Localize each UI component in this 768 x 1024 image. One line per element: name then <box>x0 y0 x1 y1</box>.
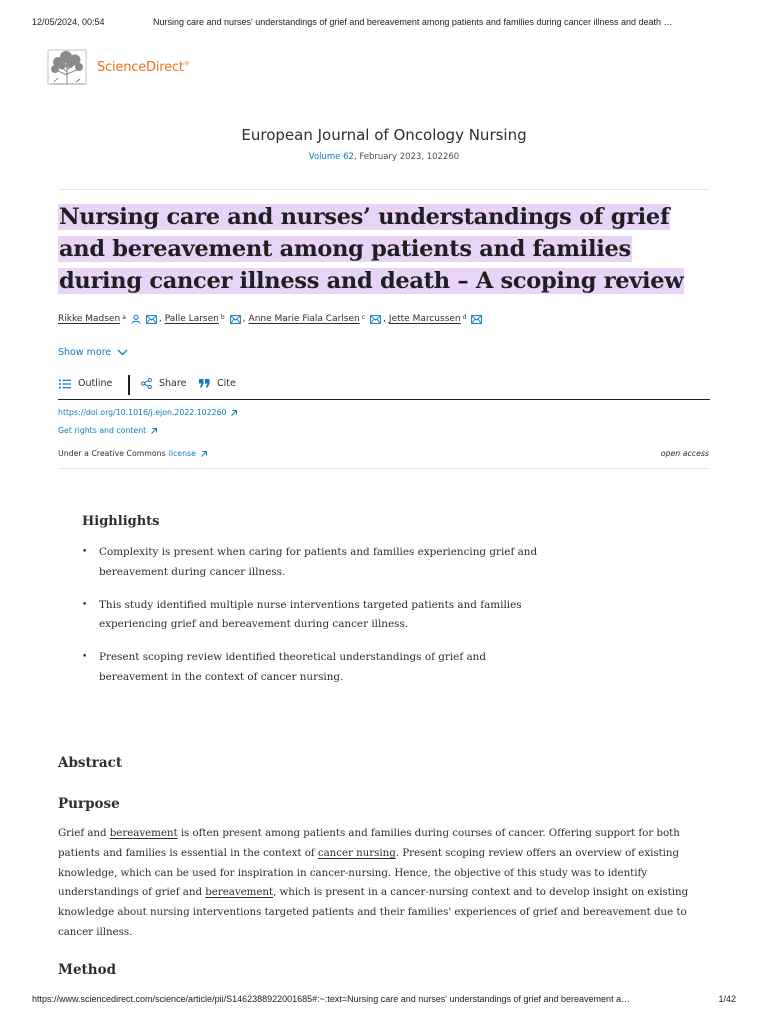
person-icon[interactable] <box>131 314 141 324</box>
print-page-title: Nursing care and nurses' understandings of grief and bereavement among patients and families during cancer illness and death … <box>153 17 673 27</box>
issue-info <box>0 152 768 162</box>
journal-title[interactable]: European Journal of Oncology Nursing <box>241 126 527 144</box>
list-icon <box>59 379 71 389</box>
share-button[interactable] <box>141 378 186 389</box>
share-icon <box>141 378 152 389</box>
author-affiliation-sup: a <box>122 314 126 321</box>
header-divider <box>58 189 710 190</box>
rights-link[interactable] <box>58 426 158 435</box>
author-name[interactable]: Jette Marcussen <box>388 314 461 324</box>
show-more-label: Show more <box>58 347 112 358</box>
abstract-heading: Abstract <box>58 755 123 771</box>
toolbar-divider <box>128 375 130 395</box>
author-affiliation-sup: c <box>361 314 366 321</box>
author-name[interactable]: Rikke Madsen <box>58 314 121 324</box>
email-icon[interactable] <box>370 315 381 324</box>
outline-label: Outline <box>78 378 113 389</box>
method-heading: Method <box>58 962 117 978</box>
sciencedirect-wordmark: ScienceDirect® <box>97 59 190 75</box>
doi-link[interactable] <box>58 408 238 417</box>
highlights-heading: Highlights <box>82 514 160 529</box>
volume-link[interactable]: Volume 62 <box>308 152 354 162</box>
author-name[interactable]: Palle Larsen <box>164 314 219 324</box>
show-more-button[interactable] <box>58 347 128 358</box>
print-page-number: 1/42 <box>718 994 736 1004</box>
author-separator: , <box>383 314 386 324</box>
license-link[interactable] <box>169 449 208 458</box>
article-title: Nursing care and nurses’ understandings of grief and bereavement among patients and families during cancer illness and death – A scoping review <box>59 204 684 294</box>
share-label: Share <box>159 378 187 389</box>
highlight-item: • Complexity is present when caring for patients and families experiencing grief and bereavement during cancer illness. <box>82 543 552 582</box>
elsevier-tree-icon <box>46 48 88 86</box>
highlights-list <box>82 543 552 701</box>
print-datetime: 12/05/2024, 00:54 <box>32 17 105 27</box>
author-separator: , <box>158 314 162 324</box>
quote-icon <box>199 379 210 388</box>
open-access-label: open access <box>660 449 709 458</box>
author-list <box>58 314 482 324</box>
glossary-link[interactable]: bereavement <box>205 886 274 899</box>
glossary-link[interactable]: bereavement <box>109 827 178 839</box>
sciencedirect-logo[interactable] <box>46 48 190 86</box>
author-affiliation-sup: d <box>462 314 467 321</box>
highlight-item: • Present scoping review identified theoretical understandings of grief and bereavement in the context of cancer nursing. <box>82 648 552 687</box>
doi-text: https://doi.org/10.1016/j.ejon.2022.102260 <box>58 408 227 417</box>
outline-button[interactable] <box>59 378 112 389</box>
cc-prefix: Under a Creative Commons <box>58 449 166 458</box>
external-link-icon <box>150 427 158 435</box>
cite-label: Cite <box>217 378 236 389</box>
email-icon[interactable] <box>146 315 157 324</box>
external-link-icon <box>230 409 238 417</box>
creative-commons-note <box>58 449 208 458</box>
rights-text: Get rights and content <box>58 426 147 435</box>
meta-divider <box>58 468 710 469</box>
highlight-item: • This study identified multiple nurse interventions targeted patients and families experiencing grief and bereavement during cancer illness. <box>82 596 552 635</box>
author-affiliation-sup: b <box>220 314 225 321</box>
license-text: license <box>168 449 196 458</box>
cite-button[interactable] <box>199 378 236 389</box>
issue-details: , February 2023, 102260 <box>353 152 460 162</box>
email-icon[interactable] <box>471 315 482 324</box>
article-toolbar <box>58 375 710 400</box>
purpose-paragraph: Grief and bereavement is often present among patients and families during courses of cancer. Offering support for both patients and families is essential in the context of cancer nursing. Present scoping review offers an overview of existing knowledge, which can be used for inspiration in cancer-nursing. Hence, the objective of this study was to identify understandings of grief and bereavement, which is present in a cancer-nursing context and to develop insight on existing knowledge about nursing interventions targeted patients and their families' experiences of grief and bereavement due to cancer illness. <box>58 827 689 938</box>
print-url: https://www.sciencedirect.com/science/article/pii/S1462388922001685#:~:text=Nursing care and nurses' understandings of grief and bereavement a… <box>32 994 631 1004</box>
purpose-heading: Purpose <box>58 796 120 812</box>
glossary-link[interactable]: cancer nursing <box>317 846 396 859</box>
external-link-icon <box>200 450 208 458</box>
author-separator: , <box>242 314 246 324</box>
author-name[interactable]: Anne Marie Fiala Carlsen <box>248 314 360 324</box>
chevron-down-icon <box>117 349 128 356</box>
email-icon[interactable] <box>230 315 241 324</box>
